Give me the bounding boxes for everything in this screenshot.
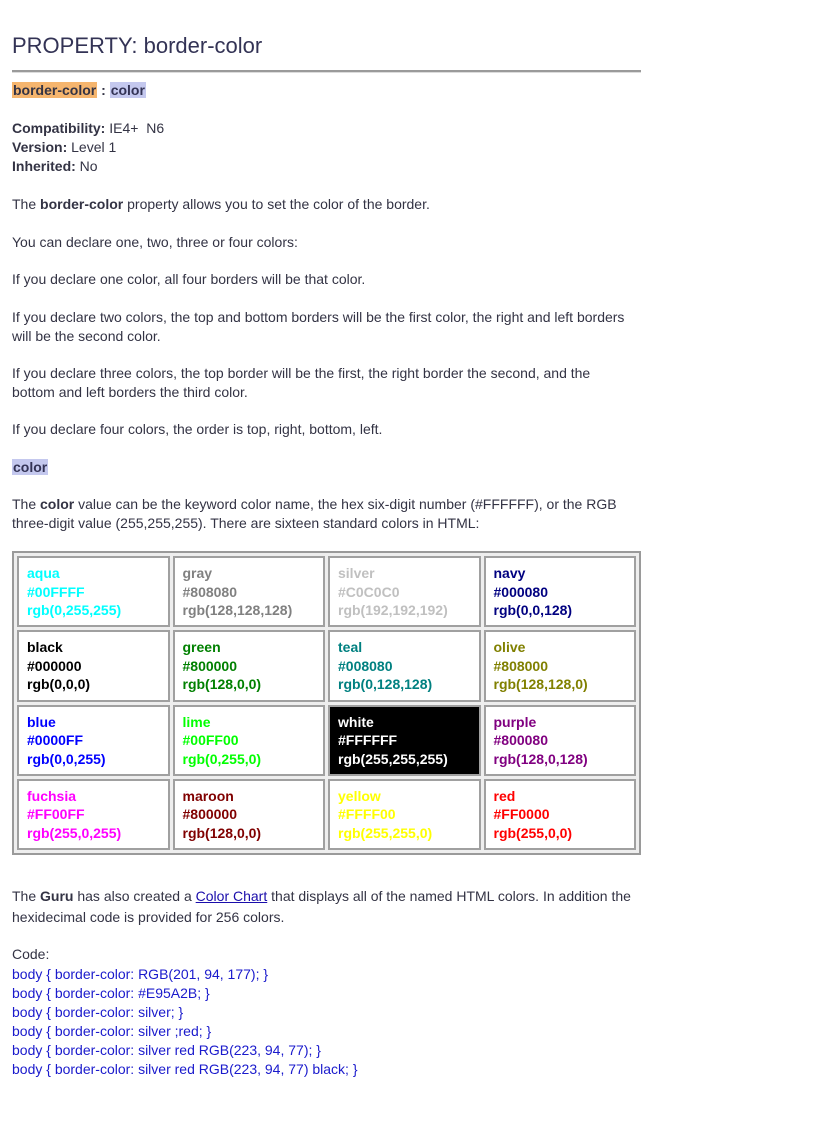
- color-name: teal: [338, 639, 363, 656]
- color-hex: #000000: [27, 657, 82, 674]
- version-row: [12, 138, 164, 157]
- paragraph-three-colors: If you declare three colors, the top border will be the first, the right border the second, and the bottom and left borders the third color.: [12, 365, 591, 400]
- color-name: maroon: [182, 787, 234, 804]
- color-hex: #808080: [182, 583, 238, 600]
- guru-keyword: Guru: [40, 888, 74, 904]
- color-rgb: rgb(128,0,128): [493, 750, 588, 767]
- paragraph-four-colors: If you declare four colors, the order is top, right, bottom, left.: [12, 421, 383, 437]
- color-heading-label: color: [13, 459, 48, 475]
- color-name: red: [493, 787, 516, 804]
- color-chart-link[interactable]: Color Chart: [195, 888, 268, 904]
- color-cell-lime: [173, 705, 326, 776]
- color-desc-after: value can be the keyword color name, the hex six-digit number (#FFFFFF), or the RGB three-digit value (255,255,255). There are sixteen standard colors in HTML:: [12, 496, 617, 531]
- color-rgb: rgb(0,0,0): [27, 676, 91, 693]
- syntax-value: color: [110, 82, 145, 98]
- version-value: Level 1: [71, 139, 117, 155]
- color-cell-aqua: [17, 556, 170, 627]
- guru-note: [12, 886, 642, 928]
- color-hex: #00FF00: [182, 732, 239, 748]
- color-cell-blue: [17, 705, 170, 776]
- color-rgb: rgb(255,0,255): [27, 824, 122, 841]
- color-rgb: rgb(0,255,0): [182, 750, 262, 767]
- color-section-heading: [12, 459, 48, 475]
- guru-middle: has also created a: [73, 888, 196, 904]
- color-hex: #0000FF: [27, 732, 84, 748]
- color-rgb: rgb(0,0,255): [27, 750, 106, 767]
- color-name: white: [338, 713, 374, 730]
- color-rgb: rgb(0,255,255): [27, 602, 122, 618]
- color-rgb: rgb(255,255,255): [338, 750, 448, 767]
- code-line: body { border-color: RGB(201, 94, 177); }: [12, 966, 269, 982]
- compatibility-row: [12, 119, 164, 138]
- color-cell-navy: [484, 556, 637, 627]
- intro-before: The: [12, 196, 41, 212]
- color-table: [12, 551, 641, 855]
- syntax-separator: :: [97, 82, 110, 98]
- color-cell-silver: [328, 556, 481, 627]
- syntax-line: [12, 82, 146, 98]
- code-line: body { border-color: silver ;red; }: [12, 1023, 212, 1039]
- compatibility-label: Compatibility:: [12, 120, 106, 136]
- color-cell-olive: [484, 630, 637, 701]
- color-name: black: [27, 639, 63, 656]
- compatibility-value: IE4+ N6: [109, 120, 165, 136]
- color-name: gray: [182, 565, 213, 581]
- guru-after: that displays all of the named HTML colors. In addition the hexidecimal code is provided for 256 colors.: [12, 888, 631, 925]
- color-hex: #800000: [182, 806, 238, 823]
- intro-after: property allows you to set the color of the border.: [123, 196, 430, 212]
- color-hex: #FF00FF: [27, 806, 85, 823]
- color-rgb: rgb(192,192,192): [338, 602, 448, 618]
- color-rgb: rgb(128,0,0): [182, 824, 262, 841]
- code-line: body { border-color: silver red RGB(223, 94, 77); }: [12, 1042, 321, 1058]
- color-cell-white: [328, 705, 481, 776]
- color-name: aqua: [27, 565, 60, 581]
- code-line: body { border-color: #E95A2B; }: [12, 985, 210, 1001]
- color-name: fuchsia: [27, 787, 77, 804]
- color-description: [12, 495, 632, 533]
- color-name: blue: [27, 713, 56, 730]
- color-cell-black: [17, 630, 170, 701]
- color-name: olive: [493, 639, 526, 656]
- paragraph-declare: You can declare one, two, three or four colors:: [12, 234, 298, 250]
- syntax-property: border-color: [13, 82, 97, 98]
- color-name: navy: [493, 565, 526, 581]
- color-name: silver: [338, 565, 375, 581]
- property-meta: [12, 119, 164, 176]
- color-cell-yellow: [328, 779, 481, 850]
- color-rgb: rgb(0,128,128): [338, 676, 433, 693]
- color-cell-teal: [328, 630, 481, 701]
- color-hex: #FFFFFF: [338, 732, 398, 748]
- guru-before: The: [12, 888, 41, 904]
- inherited-value: No: [79, 158, 98, 174]
- color-rgb: rgb(128,128,128): [182, 602, 293, 618]
- color-hex: #808000: [493, 657, 549, 674]
- color-cell-purple: [484, 705, 637, 776]
- color-name: lime: [182, 713, 211, 730]
- color-rgb: rgb(255,0,0): [493, 824, 573, 841]
- intro-paragraph: [12, 195, 632, 214]
- color-rgb: rgb(0,0,128): [493, 602, 573, 618]
- color-rgb: rgb(255,255,0): [338, 824, 433, 841]
- paragraph-one-color: If you declare one color, all four borders will be that color.: [12, 271, 366, 287]
- code-examples: [12, 965, 358, 1079]
- color-hex: #FFFF00: [338, 806, 396, 823]
- version-label: Version:: [12, 139, 68, 155]
- color-name: yellow: [338, 787, 381, 804]
- color-hex: #FF0000: [493, 806, 550, 823]
- color-hex: #008080: [338, 657, 393, 674]
- code-line: body { border-color: silver; }: [12, 1004, 184, 1020]
- page-title: PROPERTY: border-color: [12, 33, 263, 58]
- color-desc-keyword: color: [40, 496, 75, 512]
- inherited-row: [12, 157, 164, 176]
- title-divider: [12, 70, 641, 73]
- paragraph-two-colors: If you declare two colors, the top and bottom borders will be the first color, the right and left borders will be the second color.: [12, 309, 625, 344]
- color-hex: #00FFFF: [27, 583, 85, 600]
- color-rgb: rgb(128,0,0): [182, 676, 262, 693]
- color-name: green: [182, 639, 221, 656]
- code-label: Code:: [12, 946, 50, 962]
- color-desc-before: The: [12, 496, 41, 512]
- inherited-label: Inherited:: [12, 158, 76, 174]
- color-hex: #000080: [493, 583, 549, 600]
- color-hex: #800000: [182, 657, 238, 674]
- color-hex: #C0C0C0: [338, 583, 400, 600]
- color-name: purple: [493, 713, 537, 730]
- color-cell-maroon: [173, 779, 326, 850]
- color-cell-gray: [173, 556, 326, 627]
- code-line: body { border-color: silver red RGB(223, 94, 77) black; }: [12, 1061, 358, 1077]
- color-rgb: rgb(128,128,0): [493, 676, 588, 693]
- intro-keyword: border-color: [40, 196, 124, 212]
- color-cell-red: [484, 779, 637, 850]
- color-cell-green: [173, 630, 326, 701]
- color-hex: #800080: [493, 732, 549, 748]
- color-cell-fuchsia: [17, 779, 170, 850]
